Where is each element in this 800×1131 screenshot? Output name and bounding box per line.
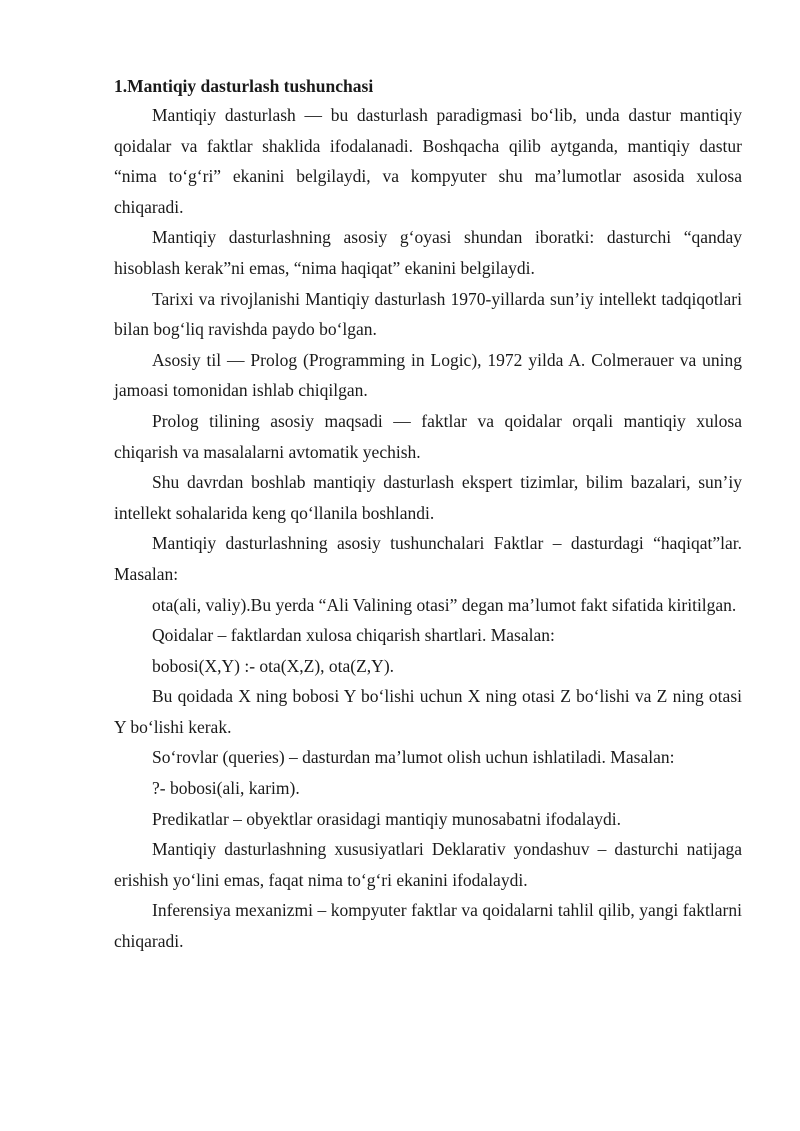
paragraph-history: Tarixi va rivojlanishi Mantiqiy dasturlash 1970-yillarda sun’iy intellekt tadqiqotlari bilan bog‘liq ravishda paydo bo‘lgan. (114, 288, 742, 340)
paragraph-rules: Qoidalar – faktlardan xulosa chiqarish shartlari. Masalan: (152, 625, 555, 646)
paragraph-main-idea: Mantiqiy dasturlashning asosiy g‘oyasi shundan iboratki: dasturchi “qanday hisoblash kerak”ni emas, “nima haqiqat” ekanini belgilaydi. (114, 227, 742, 278)
paragraph-inference: Inferensiya mexanizmi – kompyuter faktlar va qoidalarni tahlil qilib, yangi faktlarni chiqaradi. (114, 900, 742, 952)
paragraph-rule-code: bobosi(X,Y) :- ota(X,Z), ota(Z,Y). (152, 655, 395, 676)
paragraph-queries: So‘rovlar (queries) – dasturdan ma’lumot olish uchun ishlatiladi. Masalan: (152, 747, 675, 768)
section-heading: 1.Mantiqiy dasturlash tushunchasi (114, 76, 374, 96)
paragraph-prolog-goal: Prolog tilining asosiy maqsadi — faktlar va qoidalar orqali mantiqiy xulosa chiqarish va masalalarni avtomatik yechish. (114, 410, 742, 462)
paragraph-rule-explanation: Bu qoidada X ning bobosi Y bo‘lishi uchun X ning otasi Z bo‘lishi va Z ning otasi Y bo‘lishi kerak. (114, 686, 742, 737)
paragraph-prolog: Asosiy til — Prolog (Programming in Logic), 1972 yilda A. Colmerauer va uning jamoasi tomonidan ishlab chiqilgan. (114, 349, 742, 401)
paragraph-query-code: ?- bobosi(ali, karim). (152, 778, 300, 799)
document-page (114, 72, 742, 957)
paragraph-fact-example: ota(ali, valiy).Bu yerda “Ali Valining otasi” degan ma’lumot fakt sifatida kiritilgan. (152, 594, 737, 615)
paragraph-features: Mantiqiy dasturlashning xususiyatlari Deklarativ yondashuv – dasturchi natijaga erishish yo‘lini emas, faqat nima to‘g‘ri ekanini ifodalaydi. (114, 839, 742, 890)
paragraph-applications: Shu davrdan boshlab mantiqiy dasturlash ekspert tizimlar, bilim bazalari, sun’iy intellekt sohalarida keng qo‘llanila boshlandi. (114, 472, 742, 523)
paragraph-predicates: Predikatlar – obyektlar orasidagi mantiqiy munosabatni ifodalaydi. (152, 808, 621, 829)
paragraph-facts: Mantiqiy dasturlashning asosiy tushunchalari Faktlar – dasturdagi “haqiqat”lar. Masalan: (114, 533, 742, 584)
paragraph-definition: Mantiqiy dasturlash — bu dasturlash paradigmasi bo‘lib, unda dastur mantiqiy qoidalar va faktlar shaklida ifodalanadi. Boshqacha qilib aytganda, mantiqiy dastur “nima to‘g‘ri” ekanini belgilaydi, va kompyuter shu ma’lumotlar asosida xulosa chiqaradi. (114, 105, 742, 217)
